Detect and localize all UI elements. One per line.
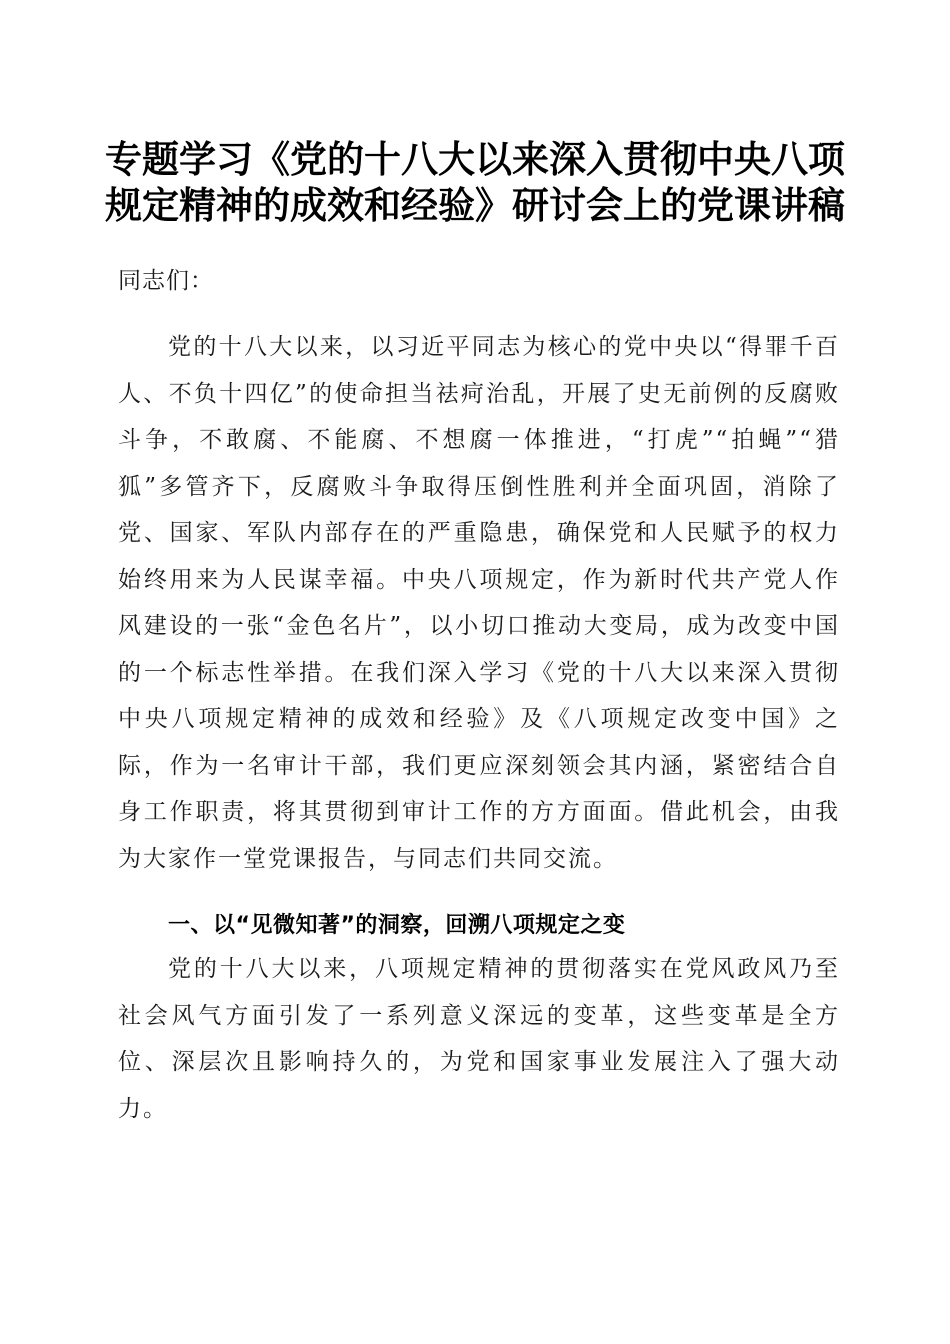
title-line-1: 专题学习《党的十八大以来深入贯彻中央八项 [105,137,845,181]
document-title [95,136,855,228]
greeting: 同志们： [118,268,214,294]
paragraph-1: 党的十八大以来，以习近平同志为核心的党中央以“得罪千百人、不负十四亿”的使命担当祛疴治乱，开展了史无前例的反腐败斗争，不敢腐、不能腐、不想腐一体推进，“打虎”“拍蝇”“猎狐”多管齐下，反腐败斗争取得压倒性胜利并全面巩固，消除了党、国家、军队内部存在的严重隐患，确保党和人民赋予的权力始终用来为人民谋幸福。中央八项规定，作为新时代共产党人作风建设的一张“金色名片”，以小切口推动大变局，成为改变中国的一个标志性举措。在我们深入学习《党的十八大以来深入贯彻中央八项规定精神的成效和经验》及《八项规定改变中国》之际，作为一名审计干部，我们更应深刻领会其内涵，紧密结合自身工作职责，将其贯彻到审计工作的方方面面。借此机会，由我为大家作一堂党课报告，与同志们共同交流。 [118,334,840,872]
paragraph-2: 党的十八大以来，八项规定精神的贯彻落实在党风政风乃至社会风气方面引发了一系列意义深远的变革，这些变革是全方位、深层次且影响持久的，为党和国家事业发展注入了强大动力。 [118,956,840,1122]
section-heading-1: 一、以“见微知著”的洞察，回溯八项规定之变 [168,913,626,938]
title-line-2: 规定精神的成效和经验》研讨会上的党课讲稿 [105,183,845,227]
